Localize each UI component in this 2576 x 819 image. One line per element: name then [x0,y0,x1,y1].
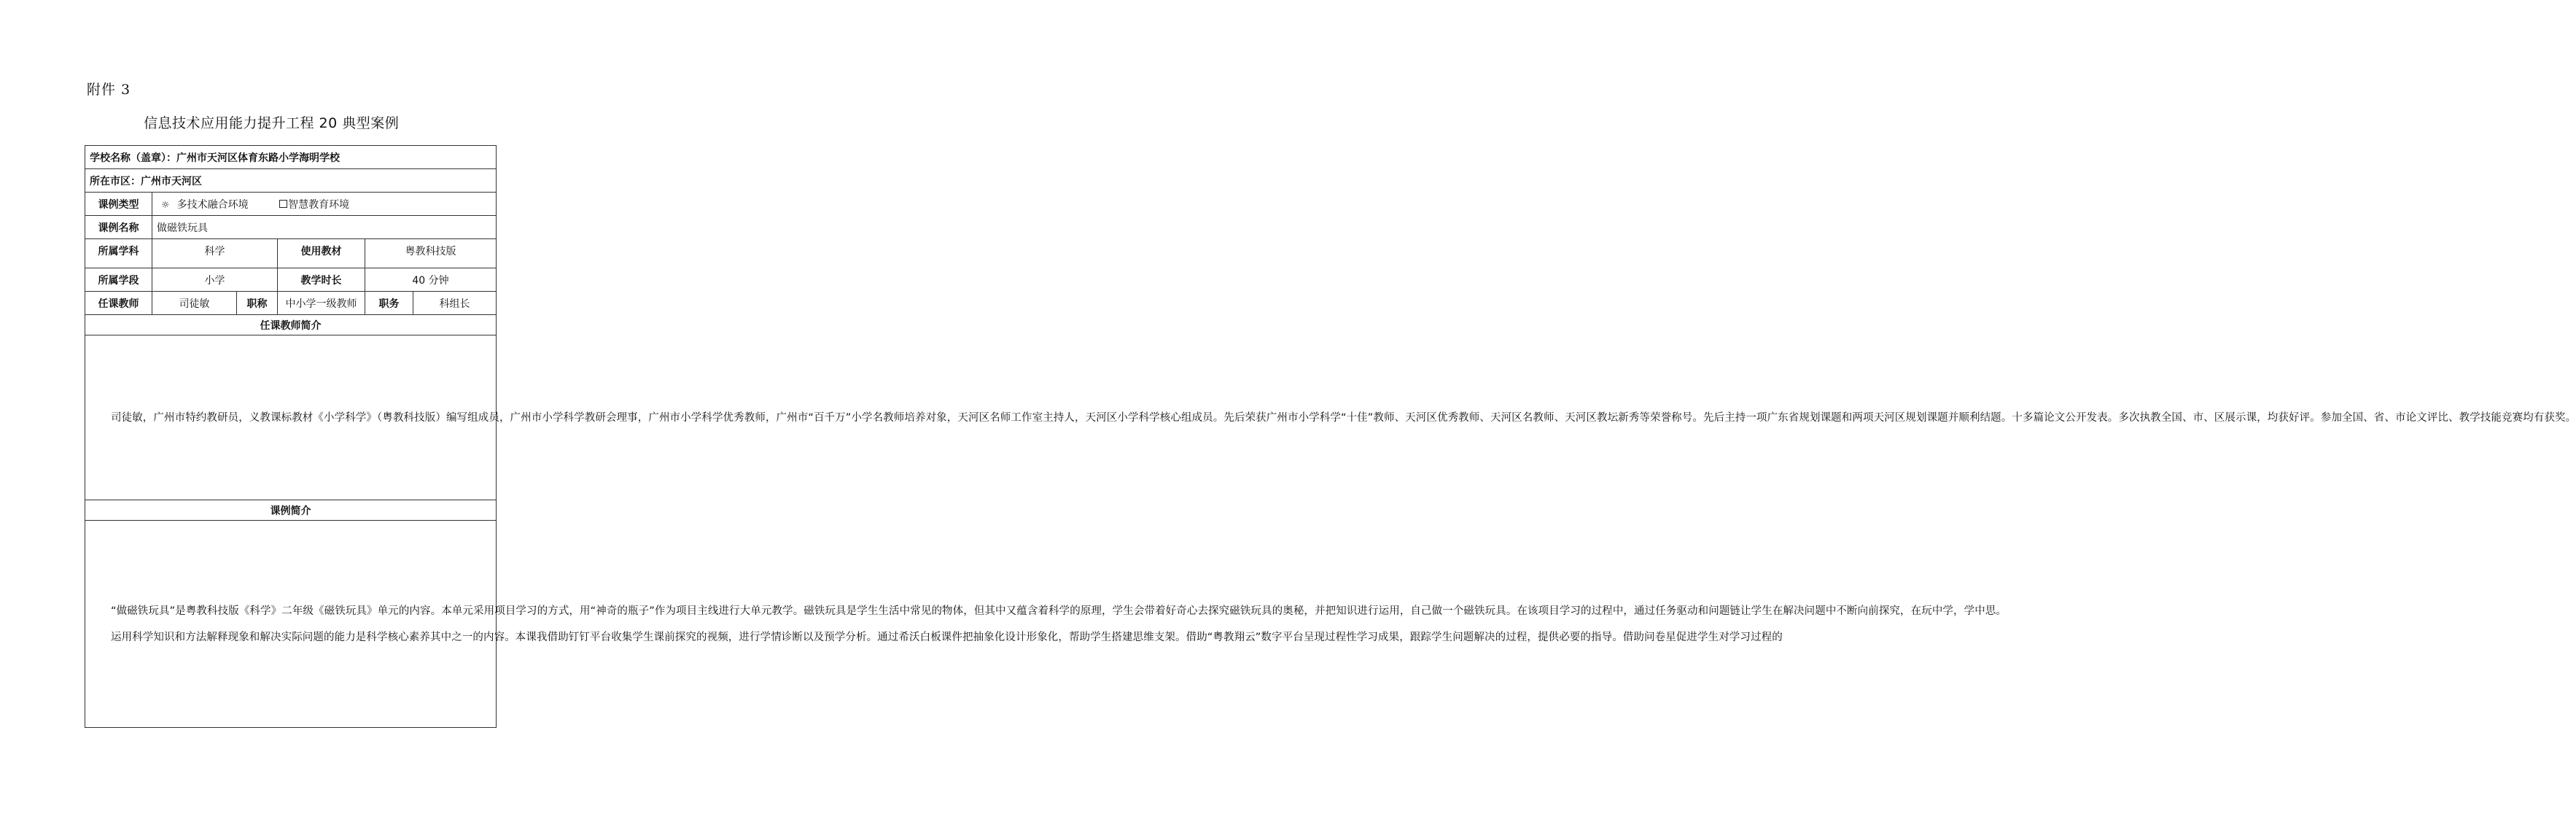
grade-label: 所属学段 [85,268,152,292]
subject-row [85,239,497,268]
teacher-name: 司徒敏 [152,292,237,315]
case-intro-paragraph-1: “做磁铁玩具”是粤教科技版《科学》二年级《磁铁玩具》单元的内容。本单元采用项目学习的方式，用“神奇的瓶子”作为项目主线进行大单元教学。磁铁玩具是学生生活中常见的物体，但其中又蕴含着科学的原理，学生会带着好奇心去探究磁铁玩具的奥秘，并把知识进行运用，自己做一个磁铁玩具。在该项目学习的过程中，通过任务驱动和问题链让学生在解决问题中不断向前探究，在玩中学，学中思。 [111,605,2007,617]
teacher-position-value: 科组长 [413,292,497,315]
case-name-label: 课例名称 [85,216,152,239]
school-label: 学校名称（盖章）： [90,152,176,164]
district-name: 广州市天河区 [141,175,202,187]
teacher-intro-heading: 任课教师简介 [85,315,497,335]
teacher-intro-row [85,335,497,500]
school-cell [85,146,497,169]
case-info-table [85,145,2576,728]
textbook-label: 使用教材 [278,239,365,268]
teacher-intro-text: 司徒敏，广州市特约教研员，义教课标教材《小学科学》（粤教科技版）编写组成员，广州市小学科学教研会理事，广州市小学科学优秀教师，广州市“百千万”小学名教师培养对象，天河区名师工作室主持人，天河区小学科学核心组成员。先后荣获广州市小学科学“十佳”教师、天河区优秀教师、天河区名教师、天河区教坛新秀等荣誉称号。先后主持一项广东省规划课题和两项天河区规划课题并顺利结题。十多篇论文公开发表。多次执教全国、市、区展示课，均获好评。参加全国、省、市论文评比、教学技能竞赛均有获奖。 [111,411,2576,424]
option-multi-tech [161,197,249,211]
teacher-position-label: 职务 [365,292,413,315]
subject-label: 所属学科 [85,239,152,268]
case-type-options [152,193,497,216]
school-name: 广州市天河区体育东路小学海明学校 [176,152,340,164]
gear-icon: ☼ [161,199,170,211]
teacher-label: 任课教师 [85,292,152,315]
document-title: 信息技术应用能力提升工程 20 典型案例 [144,115,400,131]
teacher-intro-cell [85,335,2576,500]
teacher-title-value: 中小学一级教师 [278,292,365,315]
checkbox-icon [279,200,287,208]
grade-value: 小学 [152,268,278,292]
case-name-value: 做磁铁玩具 [152,216,497,239]
duration-label: 教学时长 [278,268,365,292]
case-name-row [85,216,497,239]
district-row [85,169,497,193]
district-cell [85,169,497,193]
district-label: 所在市区： [90,175,141,187]
option-multi-tech-label: 多技术融合环境 [176,198,249,211]
case-type-row [85,193,497,216]
teacher-intro-heading-row [85,315,497,335]
attachment-label: 附件 3 [87,82,131,98]
subject-value: 科学 [152,239,278,268]
teacher-row [85,292,497,315]
case-type-label: 课例类型 [85,193,152,216]
grade-row [85,268,497,292]
duration-value: 40 分钟 [365,268,497,292]
option-smart-edu [279,197,349,211]
case-intro-row [85,521,497,728]
textbook-value: 粤教科技版 [365,239,497,268]
option-smart-edu-label: 智慧教育环境 [288,198,350,211]
case-intro-heading: 课例简介 [85,500,497,521]
case-intro-cell [85,521,2007,728]
case-intro-heading-row [85,500,497,521]
school-row [85,146,497,169]
case-intro-paragraph-2: 运用科学知识和方法解释现象和解决实际问题的能力是科学核心素养其中之一的内容。本课我借助钉钉平台收集学生课前探究的视频，进行学情诊断以及预学分析。通过希沃白板课件把抽象化设计形象化，帮助学生搭建思维支架。借助“粤教翔云”数字平台呈现过程性学习成果，跟踪学生问题解决的过程，提供必要的指导。借助问卷星促进学生对学习过程的 [111,631,1783,643]
teacher-title-label: 职称 [237,292,278,315]
